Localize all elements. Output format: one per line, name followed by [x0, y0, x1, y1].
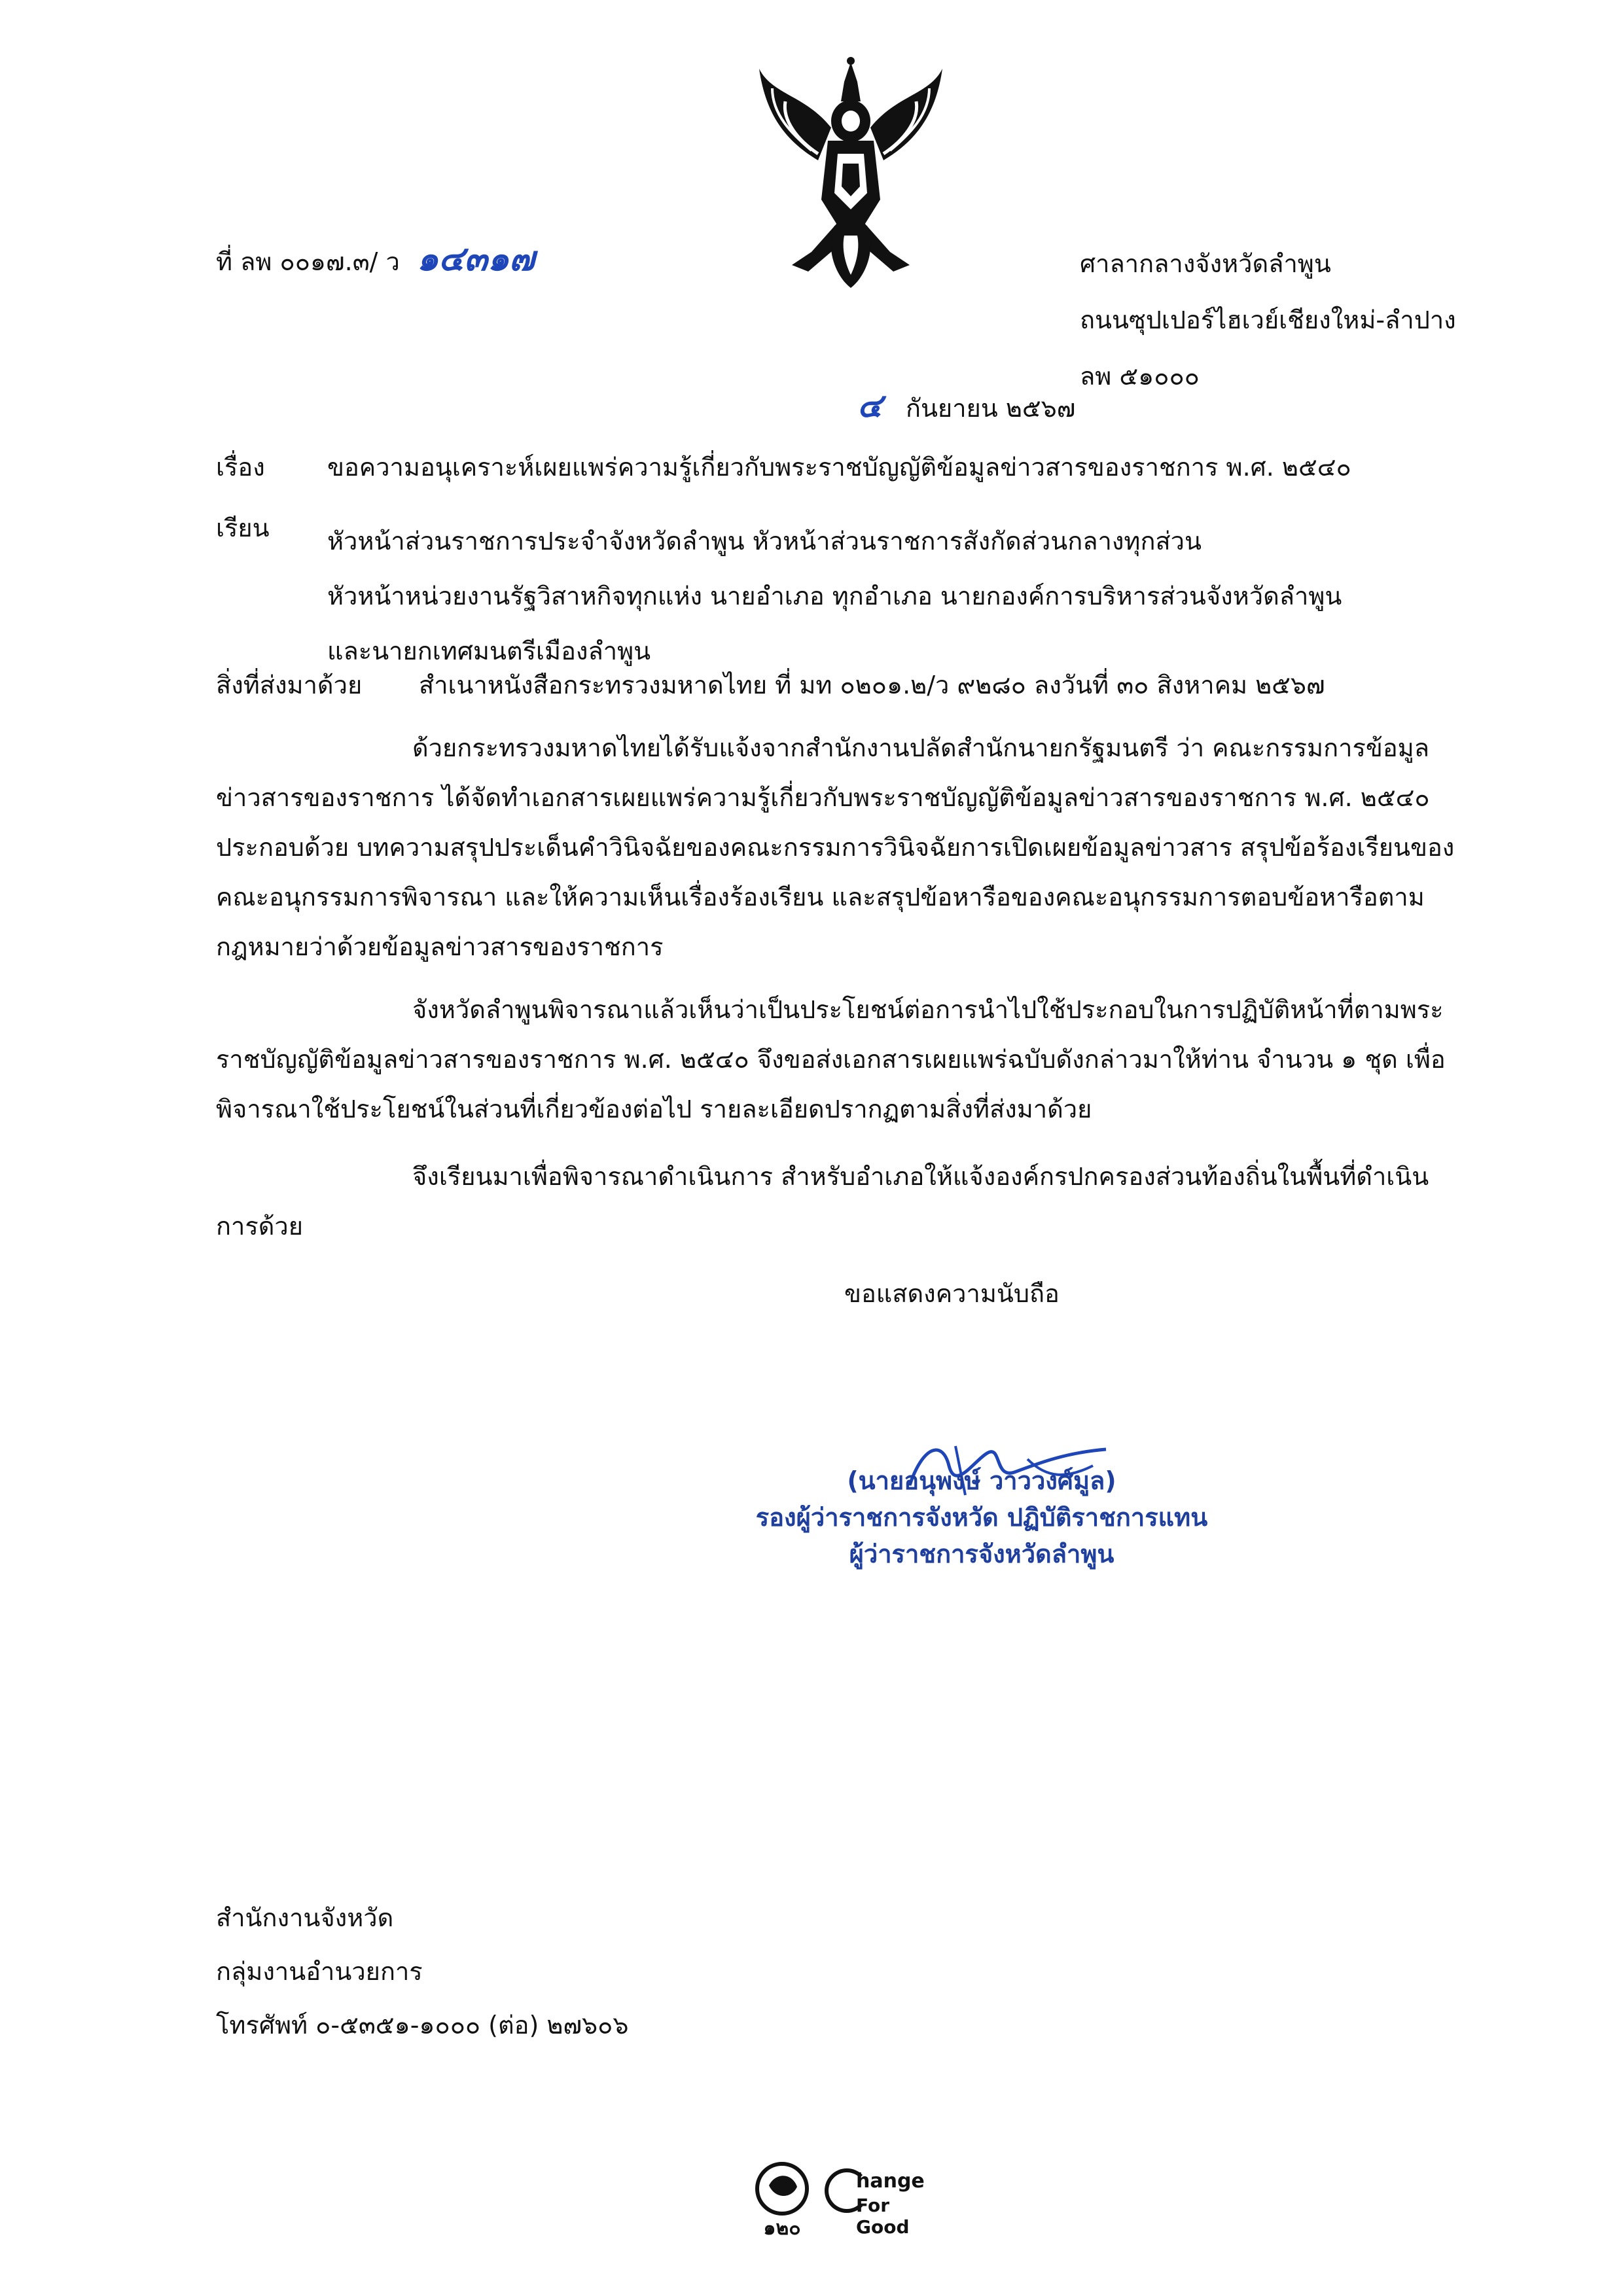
date-month-year: กันยายน ๒๕๖๗ [905, 394, 1076, 423]
body-paragraph-2: จังหวัดลำพูนพิจารณาแล้วเห็นว่าเป็นประโยชน์ต่อการนำไปใช้ประกอบในการปฏิบัติหน้าที่ตามพระราชบัญญัติข้อมูลข่าวสารของราชการ พ.ศ. ๒๕๔๐ จึงขอส่งเอกสารเผยแพร่ฉบับดังกล่าวมาให้ท่าน จำนวน ๑ ชุด เพื่อพิจารณาใช้ประโยชน์ในส่วนที่เกี่ยวข้องต่อไป รายละเอียดปรากฏตามสิ่งที่ส่งมาด้วย [216, 995, 1446, 1123]
signatory-name: (นายอนุพงษ์ วาววงศ์มูล) [847, 1466, 1116, 1495]
anniversary-number: ๑๒๐ [763, 2217, 801, 2240]
footer-phone: โทรศัพท์ ๐-๕๓๕๑-๑๐๐๐ (ต่อ) ๒๗๖๐๖ [216, 2011, 629, 2040]
signature-block [740, 1462, 1224, 1572]
address-line: ลพ ๕๑๐๐๐ [1080, 362, 1200, 391]
footer-division: กลุ่มงานอำนวยการ [216, 1957, 423, 1986]
garuda-emblem [746, 56, 955, 291]
subject-text: ขอความอนุเคราะห์เผยแพร่ความรู้เกี่ยวกับพระราชบัญญัติข้อมูลข่าวสารของราชการ พ.ศ. ๒๕๔๐ [327, 453, 1351, 482]
recipient-lines [327, 514, 1342, 679]
signatory-title-line2: ผู้ว่าราชการจังหวัดลำพูน [849, 1540, 1115, 1568]
letter-date [857, 386, 1075, 425]
recipient-label: เรียน [216, 514, 270, 542]
address-line: ถนนซุปเปอร์ไฮเวย์เชียงใหม่-ลำปาง [1080, 306, 1456, 334]
footer-office: สำนักงานจังหวัด [216, 1903, 394, 1932]
anniversary-logo [746, 2159, 818, 2238]
body-paragraph-3: จึงเรียนมาเพื่อพิจารณาดำเนินการ สำหรับอำเภอให้แจ้งองค์กรปกครองส่วนท้องถิ่นในพื้นที่ดำเนินการด้วย [216, 1162, 1429, 1241]
for-good-text: For Good [856, 2195, 910, 2238]
enclosure-label: สิ่งที่ส่งมาด้วย [216, 671, 363, 699]
enclosure-text: สำเนาหนังสือกระทรวงมหาดไทย ที่ มท ๐๒๐๑.๒/ว ๙๒๘๐ ลงวันที่ ๓๐ สิงหาคม ๒๕๖๗ [419, 671, 1325, 699]
sender-address [1080, 236, 1456, 404]
reference-handwritten-number: ๑๔๓๑๗ [417, 239, 535, 279]
reference-prefix: ที่ ลพ ๐๐๑๗.๓/ ว [216, 247, 400, 276]
signatory-title-line1: รองผู้ว่าราชการจังหวัด ปฏิบัติราชการแทน [755, 1503, 1208, 1532]
closing-phrase: ขอแสดงความนับถือ [844, 1279, 1060, 1308]
body-paragraph-1: ด้วยกระทรวงมหาดไทยได้รับแจ้งจากสำนักงานปลัดสำนักนายกรัฐมนตรี ว่า คณะกรรมการข้อมูลข่าวสารของราชการ ได้จัดทำเอกสารเผยแพร่ความรู้เกี่ยวกับพระราชบัญญัติข้อมูลข่าวสารของราชการ พ.ศ. ๒๕๔๐ ประกอบด้วย บทความสรุปประเด็นคำวินิจฉัยของคณะกรรมการวินิจฉัยการเปิดเผยข้อมูลข่าวสาร สรุปข้อร้องเรียนของคณะอนุกรรมการพิจารณา และให้ความเห็นเรื่องร้องเรียน และสรุปข้อหารือของคณะอนุกรรมการตอบข้อหารือตามกฎหมายว่าด้วยข้อมูลข่าวสารของราชการ [216, 733, 1455, 961]
recipient-line: หัวหน้าส่วนราชการประจำจังหวัดลำพูน หัวหน้าส่วนราชการสังกัดส่วนกลางทุกส่วน [327, 527, 1202, 556]
recipient-line: และนายกเทศมนตรีเมืองลำพูน [327, 637, 651, 665]
reference-number [216, 239, 535, 279]
address-line: ศาลากลางจังหวัดลำพูน [1080, 249, 1331, 278]
change-text: hange [856, 2170, 925, 2193]
subject-label: เรื่อง [216, 453, 265, 482]
footer-contact [216, 1891, 628, 2052]
change-for-good-logo [825, 2166, 929, 2238]
recipient-line: หัวหน้าหน่วยงานรัฐวิสาหกิจทุกแห่ง นายอำเภอ ทุกอำเภอ นายกองค์การบริหารส่วนจังหวัดลำพูน [327, 582, 1342, 610]
date-day-handwritten: ๔ [857, 387, 882, 425]
